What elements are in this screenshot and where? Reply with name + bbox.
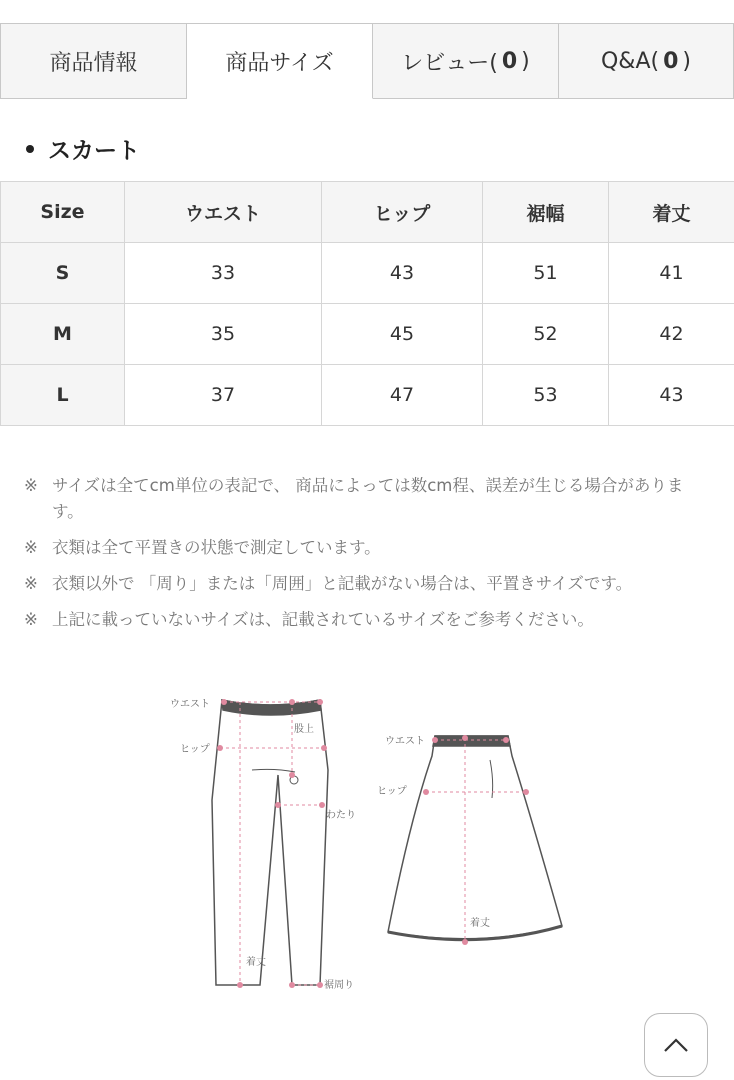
- table-row: [1, 243, 734, 304]
- note-mark: ※: [24, 538, 38, 557]
- note-item: [24, 571, 714, 597]
- pants-label-length: 着丈: [246, 957, 266, 968]
- tab-label-close: ): [682, 48, 691, 74]
- skirt-label-hip: ヒップ: [377, 786, 407, 797]
- review-count: 0: [501, 48, 518, 74]
- note-mark: ※: [24, 574, 38, 593]
- table-row: [1, 365, 734, 426]
- cell-hem-width: 53: [483, 365, 609, 426]
- table-row: [1, 304, 734, 365]
- size-notes: [24, 473, 714, 643]
- row-size-label: L: [1, 365, 125, 426]
- cell-length: 42: [609, 304, 734, 365]
- cell-hem-width: 51: [483, 243, 609, 304]
- pants-label-rise: 股上: [294, 724, 314, 735]
- note-item: [24, 535, 714, 561]
- tab-product-info[interactable]: [0, 23, 187, 99]
- cell-hip: 43: [322, 243, 483, 304]
- pants-illustration: [212, 700, 328, 985]
- note-mark: ※: [24, 610, 38, 629]
- cell-waist: 35: [125, 304, 322, 365]
- pants-label-hem: 裾周り: [324, 980, 354, 991]
- tab-label-close: ): [521, 48, 530, 74]
- note-text: 衣類は全て平置きの状態で測定しています。: [52, 538, 381, 557]
- header-size: Size: [1, 182, 125, 243]
- cell-hem-width: 52: [483, 304, 609, 365]
- note-mark: ※: [24, 476, 38, 495]
- section-title-text: スカート: [48, 138, 140, 164]
- tab-qa[interactable]: [559, 23, 734, 99]
- pants-label-waist: ウエスト: [170, 699, 210, 710]
- measurement-diagram: [160, 680, 580, 1000]
- header-waist: ウエスト: [125, 182, 322, 243]
- cell-waist: 33: [125, 243, 322, 304]
- tab-label: レビュー(: [401, 50, 498, 76]
- scroll-to-top-button[interactable]: [644, 1013, 708, 1077]
- tab-product-size[interactable]: [187, 23, 373, 99]
- note-item: [24, 473, 714, 525]
- table-header-row: [1, 182, 734, 243]
- skirt-label-waist: ウエスト: [385, 736, 425, 747]
- header-hem-width: 裾幅: [483, 182, 609, 243]
- row-size-label: S: [1, 243, 125, 304]
- product-tabs: [0, 23, 734, 99]
- size-table: [0, 181, 734, 426]
- row-size-label: M: [1, 304, 125, 365]
- cell-waist: 37: [125, 365, 322, 426]
- cell-hip: 45: [322, 304, 483, 365]
- cell-length: 41: [609, 243, 734, 304]
- skirt-illustration: [388, 736, 562, 940]
- header-length: 着丈: [609, 182, 734, 243]
- note-item: [24, 607, 714, 633]
- pants-label-hip: ヒップ: [180, 744, 210, 755]
- tab-reviews[interactable]: [373, 23, 559, 99]
- note-text: サイズは全てcm単位の表記で、 商品によっては数cm程、誤差が生じる場合があります。: [52, 476, 684, 521]
- cell-hip: 47: [322, 365, 483, 426]
- skirt-label-length: 着丈: [470, 918, 490, 929]
- top-divider: [0, 0, 734, 10]
- pants-label-thigh: わたり: [326, 810, 356, 821]
- qa-count: 0: [663, 48, 679, 74]
- tab-label: 商品情報: [49, 50, 138, 76]
- note-text: 衣類以外で 「周り」または「周囲」と記載がない場合は、平置きサイズです。: [52, 574, 633, 593]
- header-hip: ヒップ: [322, 182, 483, 243]
- section-title: [26, 132, 140, 165]
- cell-length: 43: [609, 365, 734, 426]
- bullet-icon: [26, 145, 34, 153]
- tab-label: 商品サイズ: [225, 50, 334, 76]
- tab-label: Q&A(: [600, 48, 660, 74]
- chevron-up-icon: [663, 1037, 689, 1053]
- note-text: 上記に載っていないサイズは、記載されているサイズをご参考ください。: [52, 610, 594, 629]
